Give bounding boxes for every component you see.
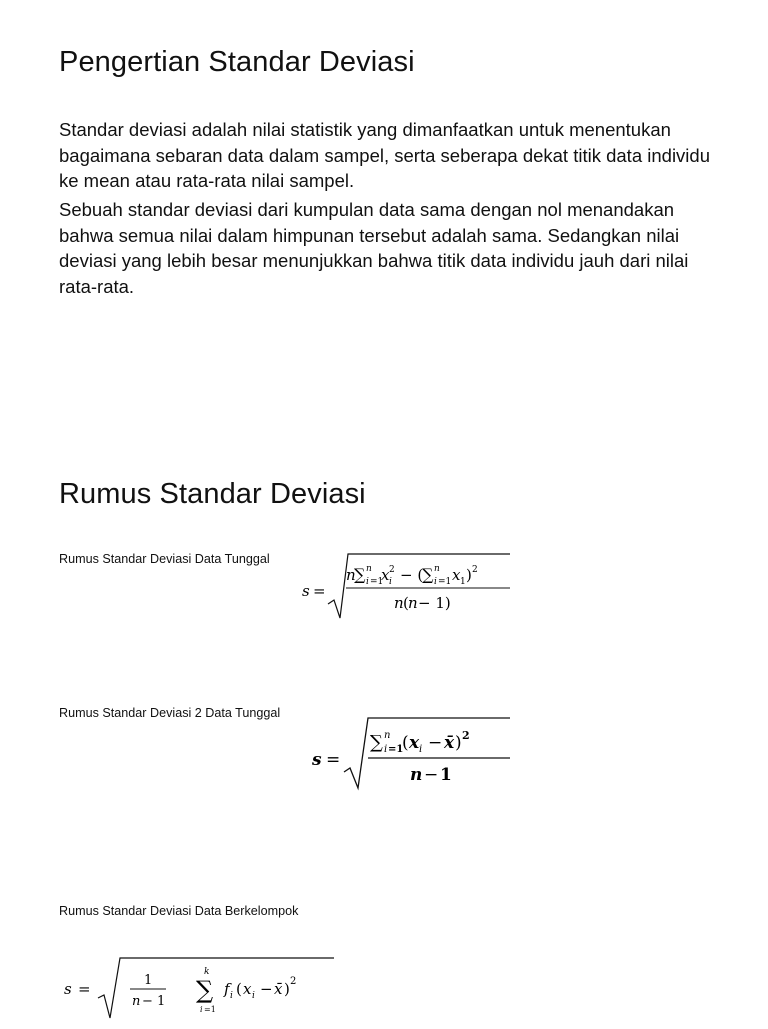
svg-text:∑: ∑	[354, 565, 366, 584]
svg-text:): )	[284, 980, 290, 998]
svg-text:=1: =1	[438, 577, 452, 587]
svg-text:i: i	[389, 577, 392, 587]
svg-text:f: f	[224, 980, 230, 998]
svg-text:− 1: − 1	[142, 994, 166, 1009]
svg-text:2: 2	[472, 565, 478, 575]
formula-label-data-tunggal: Rumus Standar Deviasi Data Tunggal	[59, 552, 270, 566]
svg-text:s: s	[64, 980, 72, 998]
svg-text:x: x	[409, 733, 420, 753]
svg-text:=: =	[326, 750, 341, 770]
svg-text:=: =	[78, 980, 91, 998]
svg-text:k: k	[204, 967, 210, 977]
svg-text:2: 2	[290, 976, 297, 987]
svg-text:x̄: x̄	[274, 980, 283, 998]
svg-text:(: (	[236, 980, 242, 998]
svg-text:): )	[466, 566, 472, 584]
svg-text:−: −	[428, 733, 443, 753]
svg-text:i: i	[366, 577, 369, 587]
svg-text:n: n	[434, 564, 440, 574]
svg-text:∑: ∑	[196, 976, 214, 1004]
svg-text:∑: ∑	[422, 565, 434, 584]
svg-text:=1: =1	[370, 577, 384, 587]
formula-label-2-data-tunggal: Rumus Standar Deviasi 2 Data Tunggal	[59, 706, 281, 720]
svg-text:−: −	[424, 765, 439, 785]
svg-text:x: x	[452, 566, 461, 584]
svg-text:2: 2	[462, 729, 470, 742]
formula-data-berkelompok	[58, 952, 338, 1029]
svg-text:=1: =1	[388, 744, 404, 755]
svg-text:− 1): − 1)	[418, 594, 451, 612]
svg-text:n: n	[346, 566, 356, 584]
svg-text:n: n	[384, 730, 391, 741]
svg-text:i: i	[384, 744, 388, 755]
svg-text:n: n	[366, 564, 372, 574]
svg-text:−: −	[260, 980, 273, 998]
svg-text:i: i	[200, 1005, 203, 1014]
formula-2-data-tunggal	[306, 712, 516, 797]
svg-text:n: n	[132, 994, 141, 1009]
svg-text:s: s	[312, 750, 322, 770]
svg-text:=1: =1	[204, 1005, 216, 1014]
slide-title-pengertian: Pengertian Standar Deviasi	[59, 46, 415, 78]
svg-text:(: (	[402, 733, 409, 753]
svg-text:x̄: x̄	[444, 733, 455, 753]
svg-text:1: 1	[440, 765, 452, 785]
svg-text:=: =	[313, 582, 326, 600]
slide-title-rumus: Rumus Standar Deviasi	[59, 478, 366, 510]
paragraph-interpretation: Sebuah standar deviasi dari kumpulan data sama dengan nol menandakan bahwa semua nilai dalam himpunan tersebut adalah sama. Sedangkan nilai deviasi yang lebih besar menunjukkan bahwa titik data individu jauh dari nilai rata-rata.	[59, 199, 689, 297]
svg-text:i: i	[230, 991, 233, 1001]
svg-text:1: 1	[144, 973, 153, 988]
svg-text:2: 2	[389, 565, 395, 575]
svg-text:s: s	[302, 582, 310, 600]
svg-text:− (: − (	[400, 566, 424, 584]
formula-label-data-berkelompok: Rumus Standar Deviasi Data Berkelompok	[59, 904, 299, 918]
svg-text:n: n	[408, 594, 418, 612]
svg-text:∑: ∑	[370, 732, 383, 753]
svg-text:1: 1	[460, 577, 466, 587]
svg-text:i: i	[434, 577, 437, 587]
svg-text:i: i	[252, 991, 255, 1001]
paragraph-definition: Standar deviasi adalah nilai statistik yang dimanfaatkan untuk menentukan bagaimana sebaran data dalam sampel, serta seberapa dekat titik data individu ke mean atau rata-rata nilai sampel.	[59, 119, 710, 191]
svg-text:): )	[455, 733, 462, 753]
svg-text:x: x	[243, 980, 252, 998]
formula-data-tunggal	[296, 546, 516, 631]
svg-text:n: n	[394, 594, 404, 612]
svg-text:x: x	[381, 566, 390, 584]
svg-text:n: n	[410, 765, 423, 785]
svg-text:i: i	[419, 744, 423, 755]
svg-text:(: (	[403, 594, 409, 612]
